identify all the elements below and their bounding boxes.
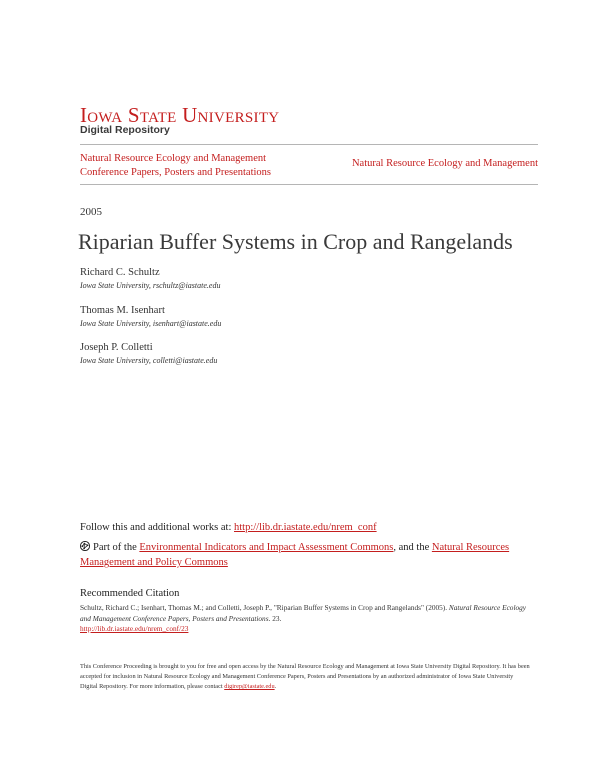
citation-suffix: . 23. — [268, 613, 282, 623]
author-email[interactable]: rschultz@iastate.edu — [152, 281, 221, 290]
author-name: Joseph P. Colletti — [80, 342, 153, 353]
citation-body: Schultz, Richard C.; Isenhart, Thomas M.; and Colletti, Joseph P., "Riparian Buffer Systems in Crop and Rangelands" (2005). — [80, 603, 449, 612]
part-of-line — [80, 540, 520, 570]
author-name: Richard C. Schultz — [80, 267, 160, 278]
natural-resources-management-link[interactable]: Natural Resources Management and Policy Commons — [80, 542, 510, 568]
environmental-indicators-link[interactable]: Environmental Indicators and Impact Assessment Commons — [139, 542, 394, 553]
university-logo: Iowa State University — [80, 103, 280, 127]
paper-title: Riparian Buffer Systems in Crop and Rangelands — [78, 229, 513, 254]
citation-series: Natural Resource Ecology and Management Conference Papers, Posters and Presentations — [80, 603, 527, 623]
contact-email-link[interactable]: digirep@iastate.edu — [224, 683, 275, 690]
author-affiliation: Iowa State University — [80, 356, 149, 365]
header-top-divider — [80, 144, 538, 145]
author-email[interactable]: colletti@iastate.edu — [152, 356, 218, 365]
series-link[interactable]: Natural Resource Ecology and Management Conference Papers, Posters and Presentations — [80, 153, 271, 178]
recommended-citation-heading: Recommended Citation — [80, 588, 180, 599]
part-of-prefix: Part of the — [93, 542, 140, 553]
author-affiliation: Iowa State University — [80, 319, 149, 328]
author-block: Joseph P. Colletti Iowa State University, colletti@iastate.edu — [80, 341, 540, 366]
author-block: Thomas M. Isenhart Iowa State University, isenhart@iastate.edu — [80, 304, 540, 329]
follow-text: Follow this and additional works at: — [80, 522, 234, 533]
notice-text: This Conference Proceeding is brought to you for free and open access by the Natural Resource Ecology and Management at Iowa State University Digital Repository. It has been accepted for inclusion in Natural Resource Ecology and Management Conference Papers, Posters and Presentations by an authorized administrator of Iowa State University Digital Repository. For more information, please contact — [80, 663, 530, 690]
department-link[interactable]: Natural Resource Ecology and Management — [351, 158, 538, 169]
header-bottom-divider — [80, 184, 538, 185]
citation-url-link[interactable]: http://lib.dr.iastate.edu/nrem_conf/23 — [80, 624, 189, 633]
commons-network-icon — [80, 541, 90, 551]
author-name: Thomas M. Isenhart — [80, 305, 165, 316]
author-affiliation: Iowa State University — [80, 281, 149, 290]
author-email[interactable]: isenhart@iastate.edu — [152, 319, 222, 328]
author-block: Richard C. Schultz Iowa State University, rschultz@iastate.edu — [80, 266, 540, 291]
publication-year: 2005 — [80, 206, 102, 218]
notice-end: . — [274, 683, 277, 690]
part-of-middle: , and the — [393, 542, 432, 553]
collection-link[interactable]: http://lib.dr.iastate.edu/nrem_conf — [234, 522, 377, 533]
access-notice — [80, 662, 530, 692]
follow-line — [80, 522, 377, 533]
repository-label: Digital Repository — [80, 124, 170, 136]
citation-text — [80, 603, 530, 635]
